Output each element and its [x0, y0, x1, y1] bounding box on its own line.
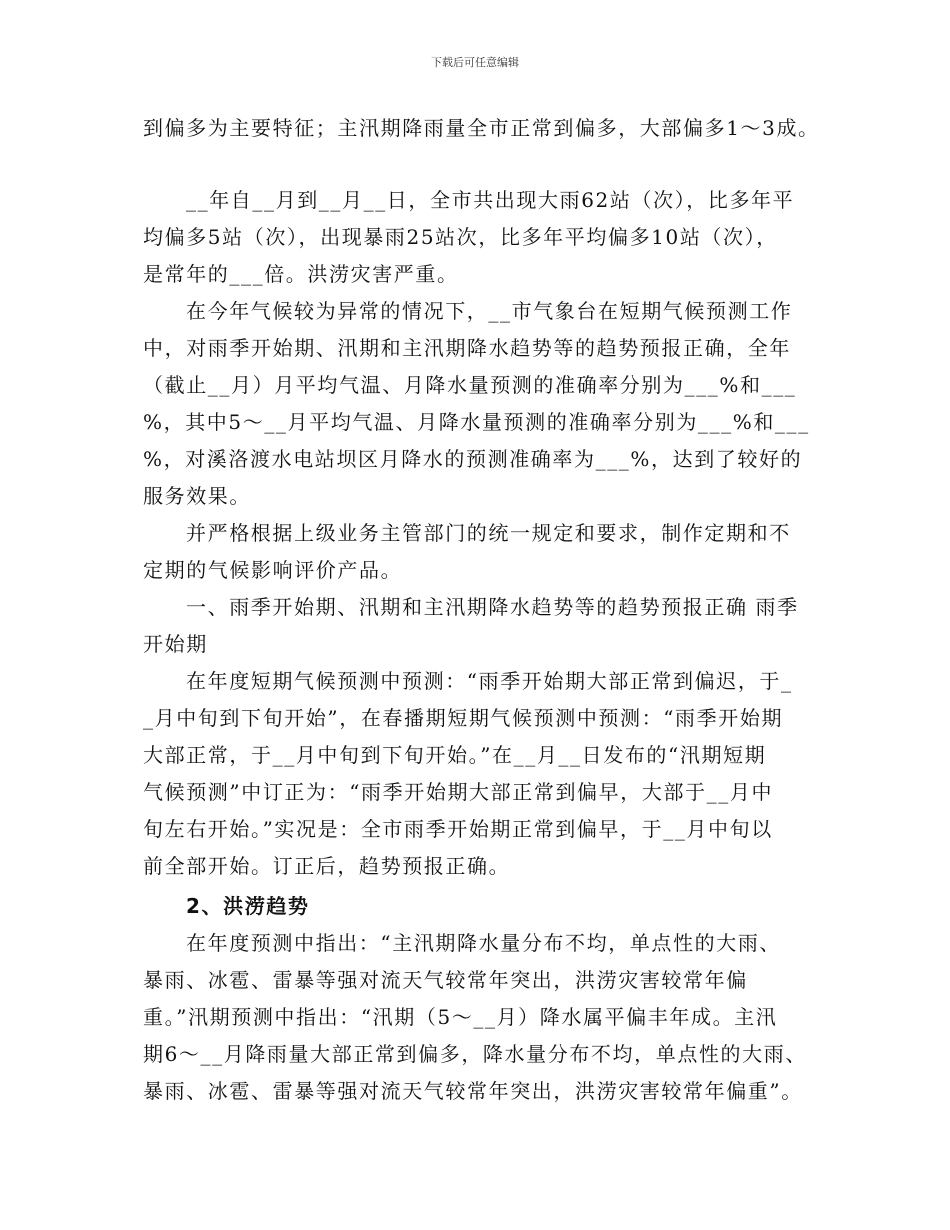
text-line: 气候预测”中订正为：“雨季开始期大部正常到偏早，大部于__月中: [143, 780, 774, 804]
text-line: __年自__月到__月__日，全市共出现大雨62站（次），比多年平: [186, 188, 795, 212]
section-heading: 开始期: [143, 632, 208, 656]
text-line: _月中旬到下旬开始”，在春播期短期气候预测中预测：“雨季开始期: [143, 706, 784, 730]
text-line: 中，对雨季开始期、汛期和主汛期降水趋势等的趋势预报正确，全年: [143, 336, 791, 360]
text-line: 到偏多为主要特征；主汛期降雨量全市正常到偏多，大部偏多1～3成。: [143, 116, 820, 140]
text-line: 服务效果。: [143, 484, 251, 508]
subsection-heading: 2、洪涝趋势: [186, 894, 310, 918]
text-line: 并严格根据上级业务主管部门的统一规定和要求，制作定期和不: [186, 521, 791, 545]
text-line: 暴雨、冰雹、雷暴等强对流天气较常年突出，洪涝灾害较常年偏: [143, 968, 748, 992]
text-line: %，其中5～__月平均气温、月降水量预测的准确率分别为___%和___: [143, 410, 810, 434]
text-line: 旬左右开始。”实况是：全市雨季开始期正常到偏早，于__月中旬以: [143, 817, 773, 841]
text-line: 前全部开始。订正后，趋势预报正确。: [143, 854, 511, 878]
section-heading: 一、雨季开始期、汛期和主汛期降水趋势等的趋势预报正确 雨季: [186, 595, 799, 619]
text-line: 在年度短期气候预测中预测：“雨季开始期大部正常到偏迟，于_: [186, 669, 793, 693]
text-line: 在年度预测中指出：“主汛期降水量分布不均，单点性的大雨、: [186, 931, 782, 955]
text-line: 均偏多5站（次），出现暴雨25站次，比多年平均偏多10站（次），: [143, 225, 778, 249]
text-line: （截止__月）月平均气温、月降水量预测的准确率分别为___%和___: [143, 373, 797, 397]
text-line: 在今年气候较为异常的情况下，__市气象台在短期气候预测工作: [186, 299, 793, 323]
text-line: 暴雨、冰雹、雷暴等强对流天气较常年突出，洪涝灾害较常年偏重”。: [143, 1079, 803, 1103]
text-line: 期6～__月降雨量大部正常到偏多，降水量分布不均，单点性的大雨、: [143, 1042, 807, 1066]
text-line: 定期的气候影响评价产品。: [143, 558, 403, 582]
text-line: 是常年的___倍。洪涝灾害严重。: [143, 262, 459, 286]
page-header: 下载后可任意编辑: [431, 56, 519, 69]
text-line: 重。”汛期预测中指出：“汛期（5～__月）降水属平偏丰年成。主汛: [143, 1005, 778, 1029]
text-line: 大部正常，于__月中旬到下旬开始。”在__月__日发布的“汛期短期: [143, 743, 767, 767]
text-line: %，对溪洛渡水电站坝区月降水的预测准确率为___%，达到了较好的: [143, 447, 803, 471]
